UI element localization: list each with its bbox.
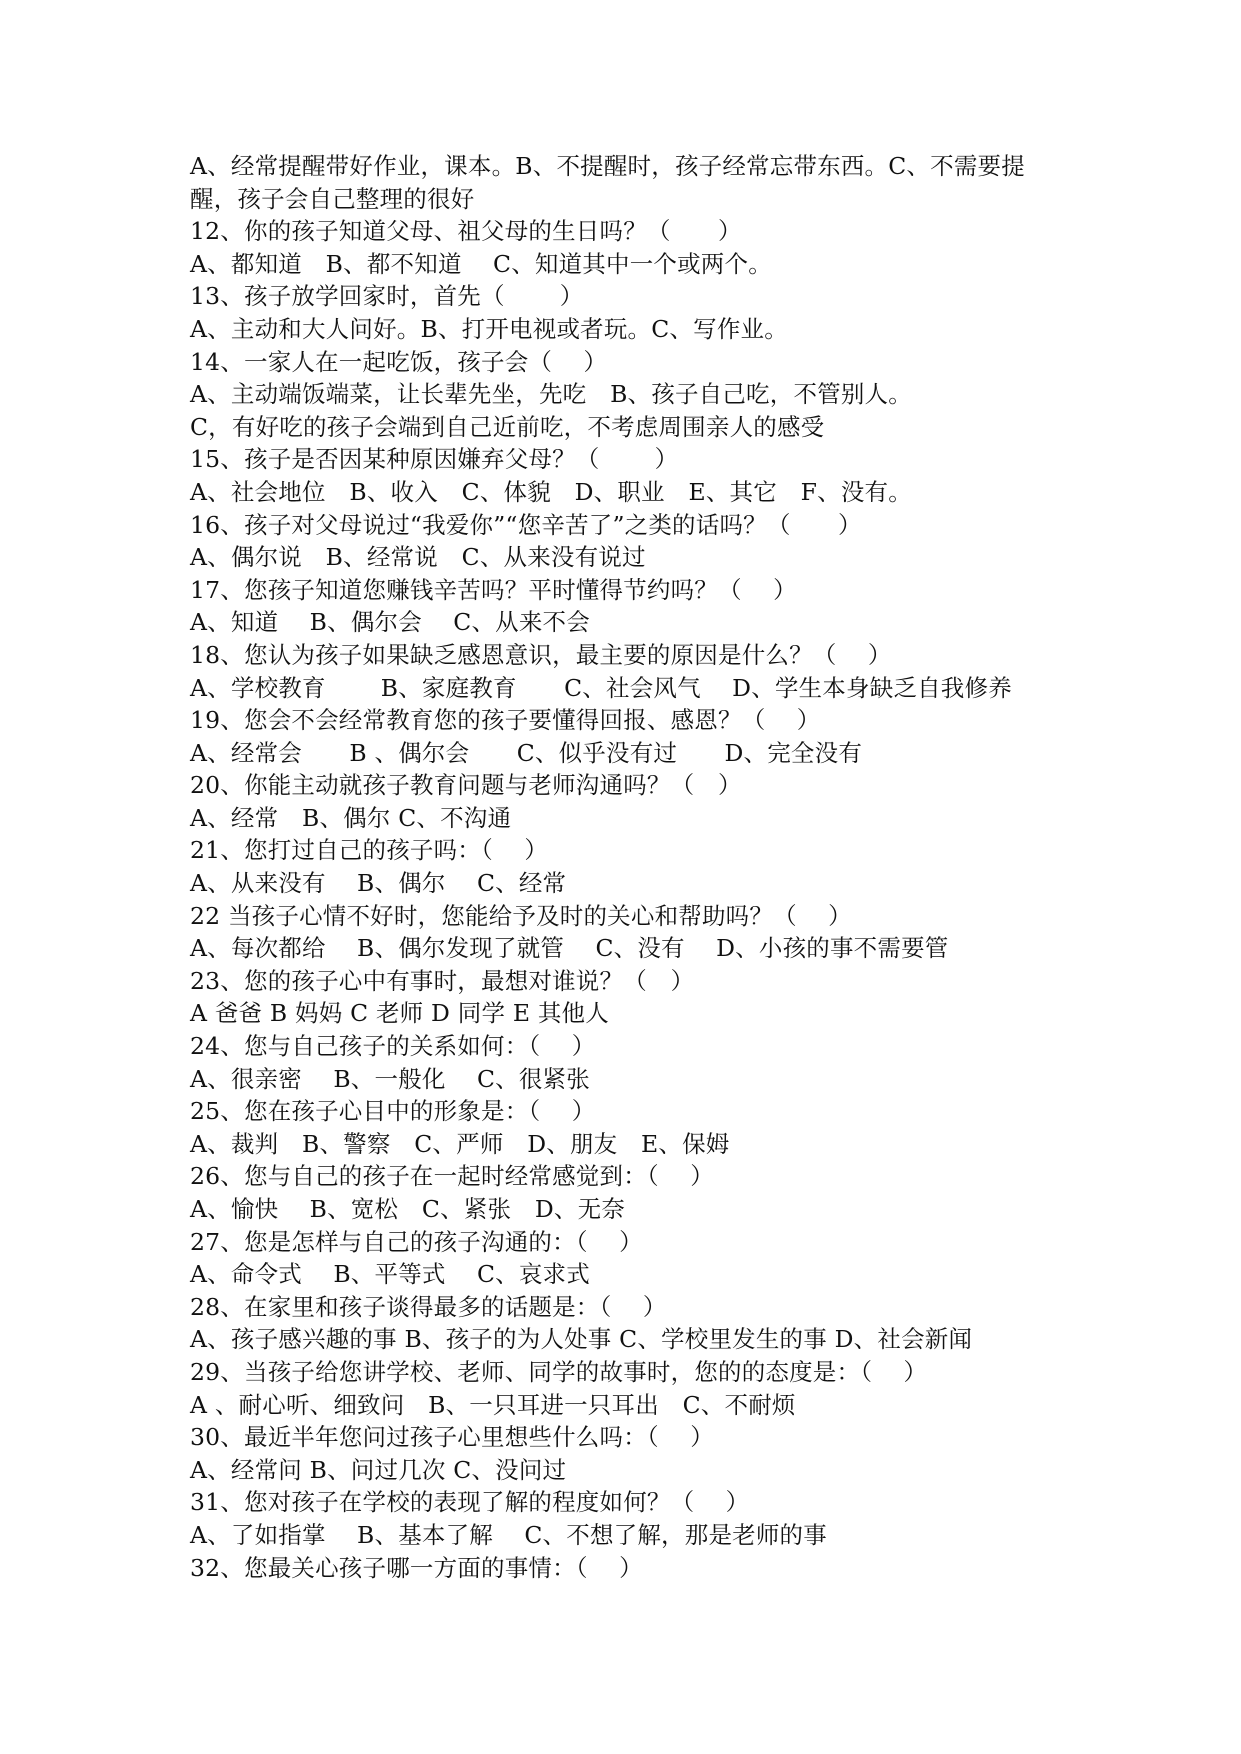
document-page [190,150,1070,1584]
text-line: A、经常提醒带好作业，课本。B、不提醒时，孩子经常忘带东西。C、不需要提 [190,152,1025,180]
text-line: 25、您在孩子心目中的形象是：（ ） [190,1097,596,1126]
text-line: A、很亲密 B、一般化 C、很紧张 [190,1064,590,1093]
text-line: A、裁判 B、警察 C、严师 D、朋友 E、保姆 [190,1129,730,1158]
text-line: 32、您最关心孩子哪一方面的事情：（ ） [190,1553,643,1582]
text-line: 18、您认为孩子如果缺乏感恩意识，最主要的原因是什么？（ ） [190,640,892,669]
text-line: A、经常会 B 、偶尔会 C、似乎没有过 D、完全没有 [190,738,863,767]
text-line: 15、孩子是否因某种原因嫌弃父母？（ ） [190,445,679,474]
text-line: 醒，孩子会自己整理的很好 [190,184,475,213]
text-line: A、经常问 B、问过几次 C、没问过 [190,1455,567,1484]
text-line: 16、孩子对父母说过“我爱你”“您辛苦了”之类的话吗？（ ） [190,510,862,539]
text-line: 22 当孩子心情不好时，您能给予及时的关心和帮助吗？（ ） [190,901,852,930]
text-line: 12、你的孩子知道父母、祖父母的生日吗？（ ） [190,217,742,246]
text-line: A 爸爸 B 妈妈 C 老师 D 同学 E 其他人 [190,999,609,1028]
text-line: A 、耐心听、细致问 B、一只耳进一只耳出 C、不耐烦 [190,1390,796,1419]
text-line: 28、在家里和孩子谈得最多的话题是：（ ） [190,1292,667,1321]
text-line: 14、一家人在一起吃饭，孩子会（ ） [190,347,608,376]
text-line: A、每次都给 B、偶尔发现了就管 C、没有 D、小孩的事不需要管 [190,934,949,963]
text-line: A、知道 B、偶尔会 C、从来不会 [190,608,590,637]
text-line: A、愉快 B、宽松 C、紧张 D、无奈 [190,1195,626,1223]
text-line: A、主动和大人问好。B、打开电视或者玩。C、写作业。 [190,314,788,343]
text-line: A、偶尔说 B、经常说 C、从来没有说过 [190,543,646,572]
text-line: 20、你能主动就孩子教育问题与老师沟通吗？（ ） [190,771,742,800]
text-line: 21、您打过自己的孩子吗：（ ） [190,836,549,865]
text-line: A、经常 B、偶尔 C、不沟通 [190,803,512,832]
text-line: A、都知道 B、都不知道 C、知道其中一个或两个。 [190,249,772,278]
text-line: 31、您对孩子在学校的表现了解的程度如何？（ ） [190,1488,750,1517]
text-line: 30、最近半年您问过孩子心里想些什么吗：（ ） [190,1423,714,1452]
text-line: 29、当孩子给您讲学校、老师、同学的故事时，您的的态度是：（ ） [190,1357,928,1386]
text-line: 24、您与自己孩子的关系如何：（ ） [190,1032,596,1061]
text-line: 17、您孩子知道您赚钱辛苦吗？平时懂得节约吗？（ ） [190,575,797,604]
text-line: A、主动端饭端菜，让长辈先坐，先吃 B、孩子自己吃，不管别人。 [190,380,912,409]
text-line: A、孩子感兴趣的事 B、孩子的为人处事 C、学校里发生的事 D、社会新闻 [190,1325,973,1354]
text-line: A、了如指掌 B、基本了解 C、不想了解，那是老师的事 [190,1520,827,1549]
text-line: 23、您的孩子心中有事时，最想对谁说？（ ） [190,966,695,995]
text-line: A、从来没有 B、偶尔 C、经常 [190,869,567,898]
text-line: A、学校教育 B、家庭教育 C、社会风气 D、学生本身缺乏自我修养 [190,673,1012,702]
text-line: 13、孩子放学回家时，首先（ ） [190,282,584,311]
text-line: 26、您与自己的孩子在一起时经常感觉到：（ ） [190,1162,714,1191]
text-line: A、命令式 B、平等式 C、哀求式 [190,1260,590,1289]
text-line: C，有好吃的孩子会端到自己近前吃，不考虑周围亲人的感受 [190,412,825,441]
text-line: 19、您会不会经常教育您的孩子要懂得回报、感恩？（ ） [190,706,821,735]
text-line: 27、您是怎样与自己的孩子沟通的：（ ） [190,1227,643,1256]
text-line: A、社会地位 B、收入 C、体貌 D、职业 E、其它 F、没有。 [190,477,912,506]
